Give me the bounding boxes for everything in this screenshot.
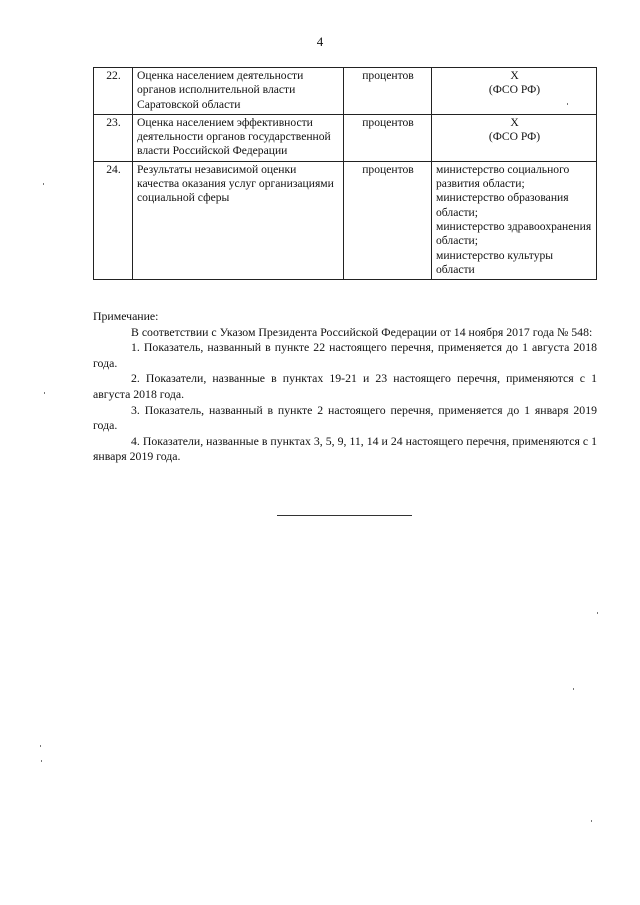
row-number: 22. [94, 68, 133, 115]
scan-speck [43, 183, 44, 185]
note-paragraph: 1. Показатель, названный в пункте 22 настоящего перечня, применяется до 1 августа 2018 года. [93, 340, 597, 370]
unit-cell: процентов [344, 68, 432, 115]
source-cell [432, 114, 597, 161]
note-paragraph: 3. Показатель, названный в пункте 2 настоящего перечня, применяется до 1 января 2019 года. [93, 402, 597, 433]
note-block [93, 309, 597, 465]
source-cell [432, 161, 597, 279]
source-cell [432, 68, 597, 115]
note-paragraph: 2. Показатели, названные в пунктах 19-21 и 23 настоящего перечня, применяются с 1 августа 2018 года. [93, 371, 597, 401]
source-line: (ФСО РФ) [488, 83, 541, 97]
table-row [94, 68, 597, 115]
indicators-table [93, 67, 597, 280]
note-paragraph: В соответствии с Указом Президента Российской Федерации от 14 ноября 2017 года № 548: [131, 324, 593, 339]
scan-speck [40, 745, 41, 747]
source-line: министерство культуры области [436, 248, 554, 276]
source-line: Х [510, 115, 519, 129]
table-row [94, 114, 597, 161]
source-line: министерство социального развития области; [436, 162, 570, 191]
scan-speck [567, 103, 568, 105]
scan-speck [573, 688, 574, 690]
source-line: министерство здравоохранения области; [436, 219, 592, 248]
note-title: Примечание: [93, 309, 159, 323]
row-number: 23. [94, 114, 133, 161]
scan-speck [597, 612, 598, 614]
scan-speck [41, 760, 42, 762]
indicator-name: Оценка населением эффективности деятельности органов государственной власти Российской Федерации [133, 114, 344, 161]
indicator-name: Оценка населением деятельности органов исполнительной власти Саратовской области [133, 68, 344, 115]
row-number: 24. [94, 161, 133, 279]
note-paragraph: 4. Показатели, названные в пунктах 3, 5, 9, 11, 14 и 24 настоящего перечня, применяются с 1 января 2019 года. [93, 433, 597, 464]
scan-speck [591, 820, 592, 822]
unit-cell: процентов [344, 114, 432, 161]
source-line: министерство образования области; [436, 191, 569, 219]
source-line: (ФСО РФ) [488, 130, 541, 144]
indicator-name: Результаты независимой оценки качества оказания услуг организациями социальной сферы [133, 161, 344, 279]
page-number: 4 [316, 34, 324, 49]
unit-cell: процентов [344, 161, 432, 279]
table-row [94, 161, 597, 279]
closing-divider [277, 515, 412, 516]
source-line: Х [510, 69, 519, 82]
scan-speck [44, 392, 45, 394]
